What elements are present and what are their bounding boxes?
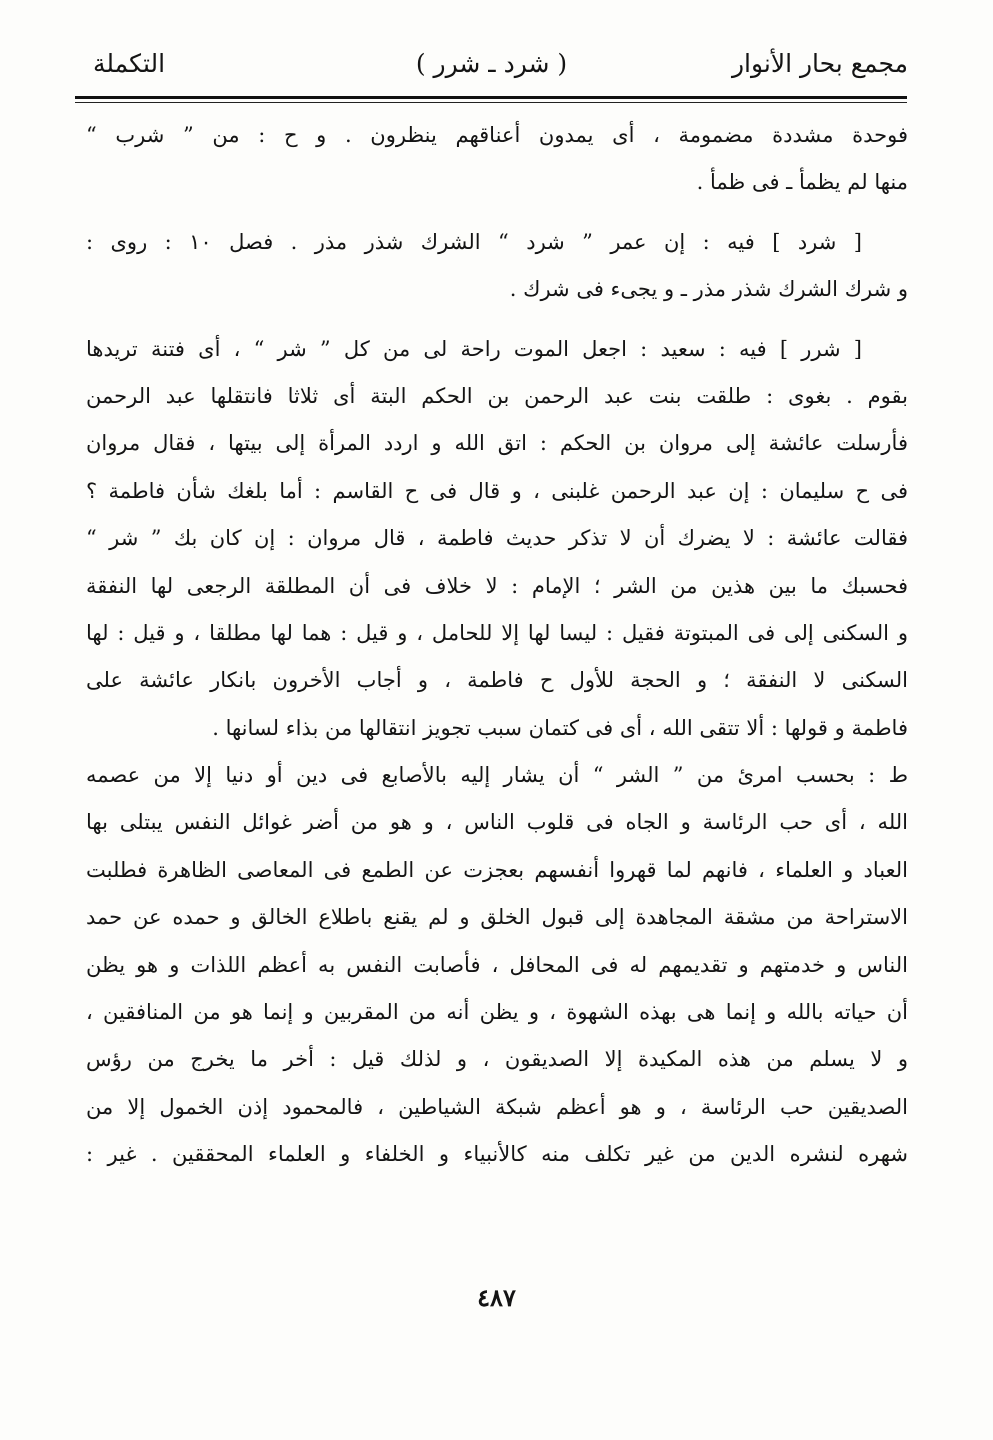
text-line: فاطمة و قولها : ألا تتقى الله ، أى فى كتمان سبب تجويز انتقالها من بذاء لسانها .	[212, 715, 908, 740]
entry-line-sharr: [ شرر ] فيه : سعيد : اجعل الموت راحة لى من كل ” شر “ ، أى فتنة تريدها	[86, 336, 862, 361]
text-line: أن حياته بالله و إنما هى بهذه الشهوة ، و يظن أنه من المقربين و إنما هو من المنافقين ،	[86, 1000, 908, 1025]
text-line: منها لم يظمأ ـ فى ظمأ .	[696, 170, 908, 195]
header-rule-thin	[75, 102, 907, 103]
section-title: ( شرد ـ شرر )	[415, 49, 568, 78]
text-line: فقالت عائشة : لا يضرك أن لا تذكر حديث فاطمة ، قال مروان : إن كان بك ” شر “	[86, 526, 908, 551]
text-line: فوحدة مشددة مضمومة ، أى يمدون أعناقهم ينظرون . و ح : من ” شرب “	[86, 123, 908, 147]
text-line: و شرك الشرك شذر مذر ـ و يجىء فى شرك .	[509, 277, 908, 302]
text-line: الاستراحة من مشقة المجاهدة إلى قبول الخلق و لم يقنع باطلاع الخالق و حمده عن حمد	[86, 905, 908, 930]
body-text	[86, 112, 908, 1179]
page-number: ٤٨٧	[477, 1283, 516, 1312]
text-line: فى ح سليمان : إن عبد الرحمن غلبنى ، و قال فى ح القاسم : أما بلغك شأن فاطمة ؟	[86, 478, 908, 503]
text-line: و لا يسلم من هذه المكيدة إلا الصديقون ، و لذلك قيل : أخر ما يخرج من رؤس	[86, 1047, 908, 1072]
text-line: فحسبك ما بين هذين من الشر ؛ الإمام : لا خلاف فى أن المطلقة الرجعى لها النفقة	[86, 573, 908, 598]
book-title: مجمع بحار الأنوار	[731, 49, 908, 78]
text-line: الصديقين حب الرئاسة ، و هو أعظم شبكة الشياطين ، فالمحمود إذن الخمول إلا من	[86, 1094, 908, 1119]
text-line: الله ، أى حب الرئاسة و الجاه فى قلوب الناس ، و هو من أضر غوائل النفس يبتلى بها	[86, 810, 908, 835]
header-rule-thick	[75, 96, 907, 99]
text-line: الناس و خدمتهم و تقديمهم له فى المحافل ، فأصابت النفس به أعظم اللذات و هو يظن	[86, 952, 908, 977]
running-header	[75, 38, 908, 96]
text-line: فأرسلت عائشة إلى مروان بن الحكم : اتق الله و اردد المرأة إلى بيتها ، فقال مروان	[86, 431, 908, 456]
volume-label: التكملة	[93, 49, 166, 78]
text-line: شهره لنشره الدين من غير تكلف منه كالأنبياء و الخلفاء و العلماء المحققين . غير :	[86, 1142, 908, 1167]
text-line: بقوم . بغوى : طلقت بنت عبد الرحمن بن الحكم البتة أى ثلاثا فانتقلها عبد الرحمن	[86, 383, 908, 408]
entry-line-shard: [ شرد ] فيه : إن عمر ” شرد “ الشرك شذر مذر . فصل ١٠ : روى :	[86, 229, 862, 254]
text-line: العباد و العلماء ، فانهم لما قهروا أنفسهم بعجزت عن الطمع فى المعاصى الظاهرة فطلبت	[86, 857, 908, 882]
text-line: السكنى لا النفقة ؛ و الحجة للأول ح فاطمة ، و أجاب الأخرون بانكار عائشة على	[86, 668, 908, 693]
text-line: و السكنى إلى فى المبتوتة فقيل : ليسا لها إلا للحامل ، و قيل : هما لها مطلقا ، و قيل : لها	[86, 620, 908, 645]
text-line: ط : بحسب امرئ من ” الشر “ أن يشار إليه بالأصابع فى دين أو دنيا إلا من عصمه	[86, 763, 908, 788]
